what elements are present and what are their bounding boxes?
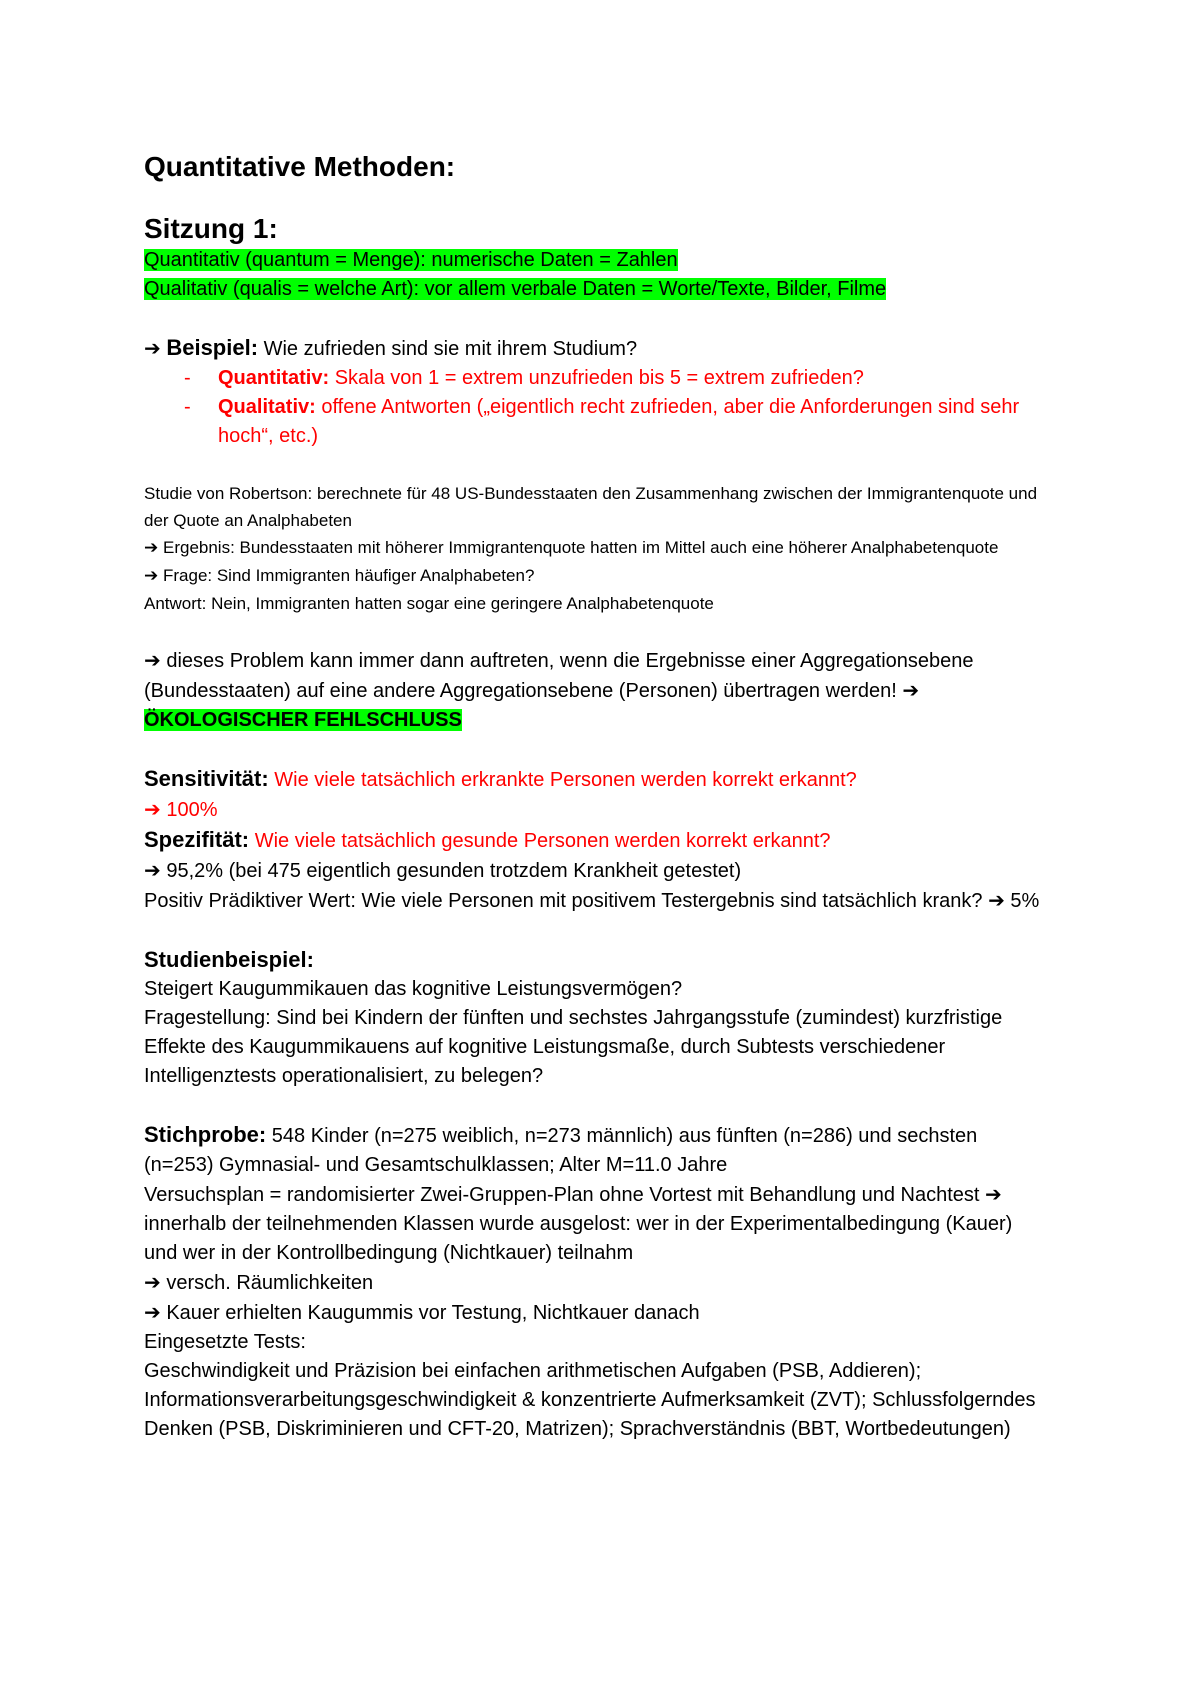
highlight-qualitative: Qualitativ (qualis = welche Art): vor allem verbale Daten = Worte/Texte, Bilder, Filme xyxy=(144,278,887,300)
ppv-value: 5% xyxy=(1010,890,1040,912)
bullet-quant-text: Skala von 1 = extrem unzufrieden bis 5 = extrem zufrieden? xyxy=(334,367,864,389)
example-label: Beispiel: xyxy=(166,335,259,360)
study-heading: Studienbeispiel: xyxy=(144,947,314,972)
bullet-qual-text: offene Antworten („eigentlich recht zufrieden, aber die Anforderungen sind sehr hoch“, etc.) xyxy=(218,396,1020,447)
arrow-icon: ➔ xyxy=(902,678,920,702)
plan-gum: Kauer erhielten Kaugummis vor Testung, Nichtkauer danach xyxy=(166,1302,700,1324)
bullet-dash: - xyxy=(184,396,191,418)
fallacy-highlight: ÖKOLOGISCHER FEHLSCHLUSS xyxy=(144,709,462,731)
problem-text: dieses Problem kann immer dann auftreten, wenn die Ergebnisse einer Aggregationsebene (Bundesstaaten) auf eine andere Aggregationsebene (Personen) übertragen werden! xyxy=(144,650,974,702)
plan-gum-line xyxy=(144,1298,1044,1328)
arrow-icon: ➔ xyxy=(988,888,1005,912)
robertson-answer: Antwort: Nein, Immigranten hatten sogar eine geringere Analphabetenquote xyxy=(144,594,714,613)
arrow-icon: ➔ xyxy=(144,858,161,882)
sensitivity-line xyxy=(144,764,1044,795)
sensitivity-value: 100% xyxy=(166,799,218,821)
example-question: Wie zufrieden sind sie mit ihrem Studium? xyxy=(263,338,638,360)
robertson-question-text: Frage: Sind Immigranten häufiger Analphabeten? xyxy=(162,566,535,585)
bullet-quant-label: Quantitativ: xyxy=(218,367,330,389)
document-body xyxy=(144,150,1044,1444)
plan-text-2: innerhalb der teilnehmenden Klassen wurde ausgelost: wer in der Experimentalbedingung (Kauer) und wer in der Kontrollbedingung (Nichtkauer) teilnahm xyxy=(144,1213,1013,1264)
robertson-result-text: Ergebnis: Bundesstaaten mit höherer Immigrantenquote hatten im Mittel auch eine höherer Analphabetenquote xyxy=(162,538,999,557)
study-question: Steigert Kaugummikauen das kognitive Leistungsvermögen? xyxy=(144,978,683,1000)
session-heading: Sitzung 1: xyxy=(144,213,278,244)
plan-rooms: versch. Räumlichkeiten xyxy=(166,1272,374,1294)
highlight-quantitative: Quantitativ (quantum = Menge): numerische Daten = Zahlen xyxy=(144,249,678,271)
robertson-result xyxy=(144,534,1044,562)
example-bullet-list xyxy=(144,364,1044,451)
sensitivity-question: Wie viele tatsächlich erkrankte Personen werden korrekt erkannt? xyxy=(274,769,857,791)
sample-line xyxy=(144,1120,1044,1180)
arrow-icon: ➔ xyxy=(144,336,161,360)
list-item xyxy=(144,364,1044,393)
tests-text: Geschwindigkeit und Präzision bei einfachen arithmetischen Aufgaben (PSB, Addieren); Informationsverarbeitungsgeschwindigkeit & konzentrierte Aufmerksamkeit (ZVT); Schlussfolgerndes Denken (PSB, Diskriminieren und CFT-20, Matrizen); Sprachverständnis (BBT, Wortbedeutungen) xyxy=(144,1360,1036,1440)
arrow-icon: ➔ xyxy=(144,797,161,821)
sample-label: Stichprobe: xyxy=(144,1122,267,1147)
document-title: Quantitative Methoden: xyxy=(144,151,456,182)
sample-text: 548 Kinder (n=275 weiblich, n=273 männlich) aus fünften (n=286) und sechsten (n=253) Gymnasial- und Gesamtschulklassen; Alter M=11.0 Jahre xyxy=(144,1125,978,1176)
list-item xyxy=(144,393,1044,451)
plan-text: Versuchsplan = randomisierter Zwei-Gruppen-Plan ohne Vortest mit Behandlung und Nachtest xyxy=(144,1184,980,1206)
specificity-question: Wie viele tatsächlich gesunde Personen werden korrekt erkannt? xyxy=(254,830,831,852)
robertson-question xyxy=(144,562,1044,590)
arrow-icon: ➔ xyxy=(144,648,161,672)
tests-heading: Eingesetzte Tests: xyxy=(144,1331,306,1353)
arrow-icon: ➔ xyxy=(144,1270,161,1294)
problem-paragraph xyxy=(144,646,1044,735)
specificity-line xyxy=(144,825,1044,856)
sensitivity-value-line xyxy=(144,795,1044,825)
arrow-icon: ➔ xyxy=(144,1300,161,1324)
bullet-qual-label: Qualitativ: xyxy=(218,396,316,418)
definition-quantitative xyxy=(144,246,1044,275)
specificity-label: Spezifität: xyxy=(144,827,250,852)
ppv-line xyxy=(144,886,1044,916)
definition-qualitative xyxy=(144,275,1044,304)
plan-line xyxy=(144,1180,1044,1268)
ppv-text: Positiv Prädiktiver Wert: Wie viele Personen mit positivem Testergebnis sind tatsächlich krank? xyxy=(144,890,983,912)
example-line xyxy=(144,333,1044,364)
sensitivity-label: Sensitivität: xyxy=(144,766,269,791)
plan-rooms-line xyxy=(144,1268,1044,1298)
arrow-icon: ➔ xyxy=(985,1182,1002,1206)
arrow-icon: ➔ xyxy=(144,566,159,586)
bullet-dash: - xyxy=(184,367,191,389)
robertson-study: Studie von Robertson: berechnete für 48 US-Bundesstaaten den Zusammenhang zwischen der Immigrantenquote und der Quote an Analphabeten xyxy=(144,484,1038,530)
study-research-question: Fragestellung: Sind bei Kindern der fünften und sechstes Jahrgangsstufe (zumindest) kurzfristige Effekte des Kaugummikauens auf kognitive Leistungsmaße, durch Subtests verschiedener Intelligenztests operationalisiert, zu belegen? xyxy=(144,1007,1003,1087)
arrow-icon: ➔ xyxy=(144,538,159,558)
specificity-value-line xyxy=(144,856,1044,886)
specificity-value: 95,2% (bei 475 eigentlich gesunden trotzdem Krankheit getestet) xyxy=(166,860,742,882)
